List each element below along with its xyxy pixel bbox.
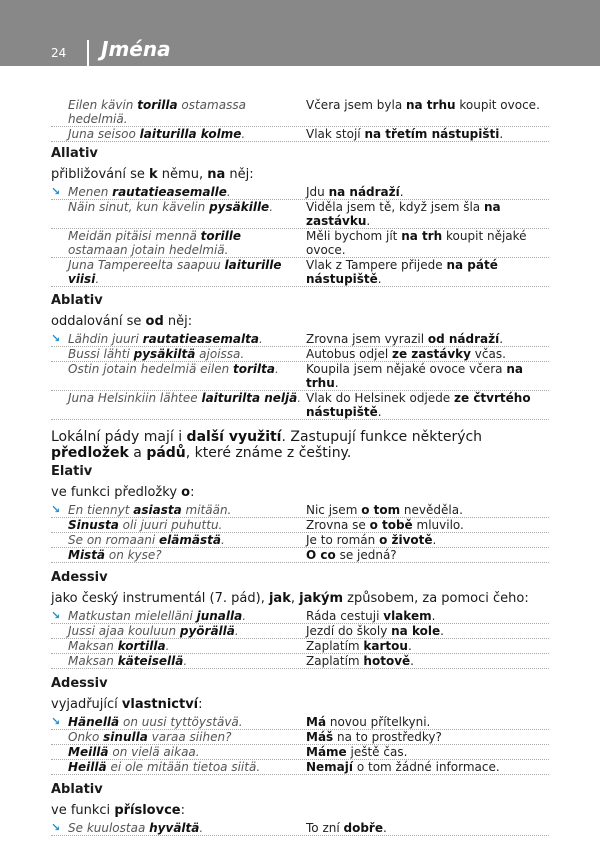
section-intro: jako český instrumentál (7. pád), jak, jakým způsobem, za pomoci čeho: (51, 591, 529, 606)
table-row (51, 258, 549, 287)
czech-translation: Máme ještě čas. (306, 745, 408, 759)
finnish-example: Bussi lähti pysäkiltä ajoissa. (68, 347, 245, 361)
arrow-icon: ↘ (51, 715, 61, 728)
section-heading: Elativ (51, 464, 93, 479)
table-ablativ-adverb (51, 821, 549, 836)
czech-translation: O co se jedná? (306, 548, 397, 562)
table-row (51, 332, 549, 347)
czech-translation: Ráda cestuji vlakem. (306, 609, 436, 623)
section-heading: Adessiv (51, 570, 108, 585)
table-row (51, 200, 549, 229)
section-intro: ve funkci příslovce: (51, 803, 185, 818)
finnish-example: Mistä on kyse? (68, 548, 162, 562)
finnish-example: Maksan kortilla. (68, 639, 170, 653)
section-heading: Allativ (51, 146, 98, 161)
table-row (51, 730, 549, 745)
page-number: 24 (51, 46, 67, 60)
section-allativ (51, 146, 549, 287)
table-row (51, 654, 549, 669)
table-row (51, 533, 549, 548)
finnish-example: Matkustan mielelläni junalla. (68, 609, 247, 623)
finnish-example: Juna Tampereelta saapuu laiturille viisi. (68, 258, 282, 286)
table-adessiv-possession (51, 715, 549, 775)
finnish-example: Lähdin juuri rautatieasemalta. (68, 332, 263, 346)
finnish-example: Se on romaani elämästä. (68, 533, 225, 547)
table-row (51, 760, 549, 775)
table-ablativ (51, 332, 549, 420)
table-row (51, 745, 549, 760)
section-intro: ve funkci předložky o: (51, 485, 195, 500)
finnish-example: Maksan käteisellä. (68, 654, 188, 668)
table-row (51, 362, 549, 391)
table-row (51, 715, 549, 730)
czech-translation: Koupila jsem nějaké ovoce včera na trhu. (306, 362, 523, 390)
finnish-example: Eilen kävin torilla ostamassa hedelmiä. (68, 98, 246, 126)
finnish-example: En tiennyt asiasta mitään. (68, 503, 232, 517)
section-heading: Ablativ (51, 293, 103, 308)
finnish-example: Onko sinulla varaa siihen? (68, 730, 232, 744)
section-ablativ-adverb (51, 782, 549, 836)
finnish-example: Se kuulostaa hyvältä. (68, 821, 204, 835)
section-adessiv-possession (51, 676, 549, 775)
section-heading: Adessiv (51, 676, 108, 691)
table-row (51, 609, 549, 624)
table-top (51, 98, 549, 142)
table-row (51, 821, 549, 836)
section-ablativ (51, 293, 549, 420)
czech-translation: Nemají o tom žádné informace. (306, 760, 500, 774)
finnish-example: Heillä ei ole mitään tietoa siitä. (68, 760, 261, 774)
table-row (51, 548, 549, 563)
section-elativ (51, 464, 549, 563)
czech-translation: Vlak do Helsinek odjede ze čtvrtého nástupiště. (306, 391, 531, 419)
finnish-example: Meillä on vielä aikaa. (68, 745, 200, 759)
arrow-icon: ↘ (51, 609, 61, 622)
finnish-example: Sinusta oli juuri puhuttu. (68, 518, 223, 532)
czech-translation: Má novou přítelkyni. (306, 715, 431, 729)
finnish-example: Menen rautatieasemalle. (68, 185, 231, 199)
finnish-example: Näin sinut, kun kävelin pysäkille. (68, 200, 274, 214)
finnish-example: Juna seisoo laiturilla kolme. (68, 127, 246, 141)
czech-translation: Zaplatím kartou. (306, 639, 412, 653)
finnish-example: Ostin jotain hedelmiä eilen torilta. (68, 362, 279, 376)
finnish-example: Jussi ajaa kouluun pyörällä. (68, 624, 239, 638)
czech-translation: Je to román o životě. (306, 533, 437, 547)
czech-translation: Zrovna jsem vyrazil od nádraží. (306, 332, 504, 346)
table-row (51, 347, 549, 362)
czech-translation: Jezdí do školy na kole. (306, 624, 444, 638)
section-intro: oddalování se od něj: (51, 314, 193, 329)
arrow-icon: ↘ (51, 503, 61, 516)
section-adessiv-instrumental (51, 570, 549, 669)
czech-translation: Včera jsem byla na trhu koupit ovoce. (306, 98, 540, 112)
section-intro: přibližování se k němu, na něj: (51, 167, 254, 182)
table-row (51, 98, 549, 127)
czech-translation: Jdu na nádraží. (306, 185, 404, 199)
finnish-example: Meidän pitäisi mennä torille ostamaan jotain hedelmiä. (68, 229, 242, 257)
table-row (51, 639, 549, 654)
section-intro: vyjadřující vlastnictví: (51, 697, 203, 712)
arrow-icon: ↘ (51, 821, 61, 834)
finnish-example: Hänellä on uusi tyttöystävä. (68, 715, 243, 729)
content (51, 98, 549, 836)
table-row (51, 229, 549, 258)
table-row (51, 624, 549, 639)
finnish-example: Juna Helsinkiin lähtee laiturilta neljä. (68, 391, 302, 405)
paragraph-local-cases: Lokální pády mají i další využití. Zastupují funkce některých předložek a pádů, které známe z češtiny. (51, 429, 483, 461)
section-heading: Ablativ (51, 782, 103, 797)
table-row (51, 391, 549, 420)
czech-translation: Viděla jsem tě, když jsem šla na zastávku. (306, 200, 501, 228)
page-header (0, 0, 600, 66)
table-row (51, 518, 549, 533)
table-row (51, 503, 549, 518)
table-allativ (51, 185, 549, 287)
arrow-icon: ↘ (51, 185, 61, 198)
czech-translation: Zaplatím hotově. (306, 654, 414, 668)
table-elativ (51, 503, 549, 563)
page-title: Jména (101, 37, 171, 61)
czech-translation: Měli bychom jít na trh koupit nějaké ovoce. (306, 229, 527, 257)
czech-translation: Vlak z Tampere přijede na páté nástupiště. (306, 258, 498, 286)
table-row (51, 185, 549, 200)
czech-translation: Máš na to prostředky? (306, 730, 442, 744)
czech-translation: To zní dobře. (306, 821, 387, 835)
table-adessiv-instrumental (51, 609, 549, 669)
czech-translation: Nic jsem o tom nevěděla. (306, 503, 463, 517)
czech-translation: Vlak stojí na třetím nástupišti. (306, 127, 504, 141)
arrow-icon: ↘ (51, 332, 61, 345)
czech-translation: Autobus odjel ze zastávky včas. (306, 347, 506, 361)
table-row (51, 127, 549, 142)
header-divider (87, 40, 89, 66)
czech-translation: Zrovna se o tobě mluvilo. (306, 518, 464, 532)
